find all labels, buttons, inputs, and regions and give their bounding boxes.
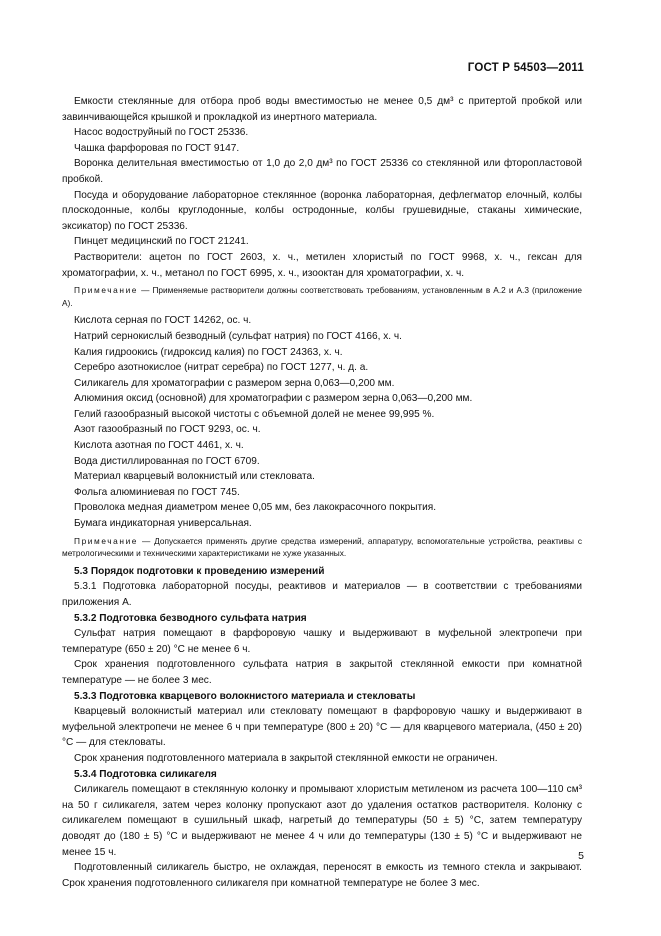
list-item: Материал кварцевый волокнистый или стекловата. xyxy=(74,471,315,483)
paragraph: 5.3.1 Подготовка лабораторной посуды, реактивов и материалов — в соответствии с требованиями приложения А. xyxy=(62,581,582,608)
paragraph: Емкости стеклянные для отбора проб воды вместимостью не менее 0,5 дм³ с притертой пробкой или завинчивающейся крышкой и прокладкой из инертного материала. xyxy=(62,96,582,123)
list-item: Азот газообразный по ГОСТ 9293, ос. ч. xyxy=(74,424,261,436)
document-header: ГОСТ Р 54503—2011 xyxy=(467,62,584,74)
paragraph: Сульфат натрия помещают в фарфоровую чашку и выдерживают в муфельной электропечи при температуре (650 ± 20) °С не менее 6 ч. xyxy=(62,628,582,655)
note-solvents xyxy=(62,284,582,309)
list-item: Гелий газообразный высокой чистоты с объемной долей не менее 99,995 %. xyxy=(74,408,435,420)
paragraph: Подготовленный силикагель быстро, не охлаждая, переносят в емкость из темного стекла и закрывают. Срок хранения подготовленного силикагеля при комнатной температуре не более 3 мес. xyxy=(62,862,582,889)
section-heading: 5.3.3 Подготовка кварцевого волокнистого материала и стекловаты xyxy=(74,690,416,702)
note-label: Примечание xyxy=(74,285,139,296)
note-label: Примечание xyxy=(74,535,139,546)
list-item: Проволока медная диаметром менее 0,05 мм, без лакокрасочного покрытия. xyxy=(74,502,437,514)
equipment-list xyxy=(62,94,582,281)
paragraph: Силикагель помещают в стеклянную колонку и промывают хлористым метиленом из расчета 100—110 см³ на 50 г силикагеля, затем через колонку пропускают азот до удаления остатков растворителя. Колонку с силикагелем помещают в сушильный шкаф, нагретый до температуры (50 ± 5) °С, затем температуру доводят до (180 ± 5) °С и выдерживают не менее 4 ч или до температуры (130 ± 5) °С и выдерживают не менее 15 ч. xyxy=(62,784,582,858)
paragraph: Насос водоструйный по ГОСТ 25336. xyxy=(74,127,249,139)
paragraph: Срок хранения подготовленного сульфата натрия в закрытой стеклянной емкости при комнатной температуре — не более 3 мес. xyxy=(62,659,582,686)
list-item: Серебро азотнокислое (нитрат серебра) по ГОСТ 1277, ч. д. а. xyxy=(74,362,369,374)
note-text: — Применяемые растворители должны соответствовать требованиям, установленным в А.2 и А.3 (приложение А). xyxy=(62,285,583,308)
paragraph: Посуда и оборудование лабораторное стеклянное (воронка лабораторная, дефлегматор елочный, колбы плоскодонные, колбы круглодонные, колбы остродонные, колбы грушевидные, стаканы химические, эксикатор) по ГОСТ 25336. xyxy=(62,189,582,232)
paragraph: Чашка фарфоровая по ГОСТ 9147. xyxy=(74,142,240,154)
section-heading: 5.3 Порядок подготовки к проведению измерений xyxy=(74,565,325,577)
section-5-3 xyxy=(62,564,582,891)
paragraph: Срок хранения подготовленного материала в закрытой стеклянной емкости не ограничен. xyxy=(74,752,498,764)
list-item: Силикагель для хроматографии с размером зерна 0,063—0,200 мм. xyxy=(74,377,395,389)
reagents-list xyxy=(62,313,582,531)
section-heading: 5.3.2 Подготовка безводного сульфата натрия xyxy=(74,612,307,624)
paragraph: Кварцевый волокнистый материал или стекловату помещают в фарфоровую чашку и выдерживают в муфельной электропечи не менее 6 ч при температуре (800 ± 20) °С — для кварцевого материала, (450 ± 20) °С — для стекловаты. xyxy=(62,706,582,749)
list-item: Фольга алюминиевая по ГОСТ 745. xyxy=(74,486,240,498)
list-item: Натрий сернокислый безводный (сульфат натрия) по ГОСТ 4166, х. ч. xyxy=(74,330,402,342)
list-item: Бумага индикаторная универсальная. xyxy=(74,518,252,530)
list-item: Кислота серная по ГОСТ 14262, ос. ч. xyxy=(74,315,252,327)
document-body xyxy=(62,94,582,891)
paragraph: Пинцет медицинский по ГОСТ 21241. xyxy=(74,236,249,248)
list-item: Вода дистиллированная по ГОСТ 6709. xyxy=(74,455,260,467)
list-item: Алюминия оксид (основной) для хроматографии с размером зерна 0,063—0,200 мм. xyxy=(74,393,473,405)
paragraph: Воронка делительная вместимостью от 1,0 до 2,0 дм³ по ГОСТ 25336 со стеклянной или фторопластовой пробкой. xyxy=(62,158,582,185)
section-heading: 5.3.4 Подготовка силикагеля xyxy=(74,768,217,780)
page-number: 5 xyxy=(578,850,584,862)
paragraph: Растворители: ацетон по ГОСТ 2603, х. ч., метилен хлористый по ГОСТ 9968, х. ч., гексан для хроматографии, х. ч., метанол по ГОСТ 6995, х. ч., изооктан для хроматографии, х. ч. xyxy=(62,251,582,279)
list-item: Калия гидроокись (гидроксид калия) по ГОСТ 24363, х. ч. xyxy=(74,346,343,358)
note-text: — Допускается применять другие средства измерений, аппаратуру, вспомогательные устройства, реактивы с метрологическими и техническими характеристиками не хуже указанных. xyxy=(62,535,582,559)
list-item: Кислота азотная по ГОСТ 4461, х. ч. xyxy=(74,440,244,452)
note-equivalents xyxy=(62,535,582,560)
